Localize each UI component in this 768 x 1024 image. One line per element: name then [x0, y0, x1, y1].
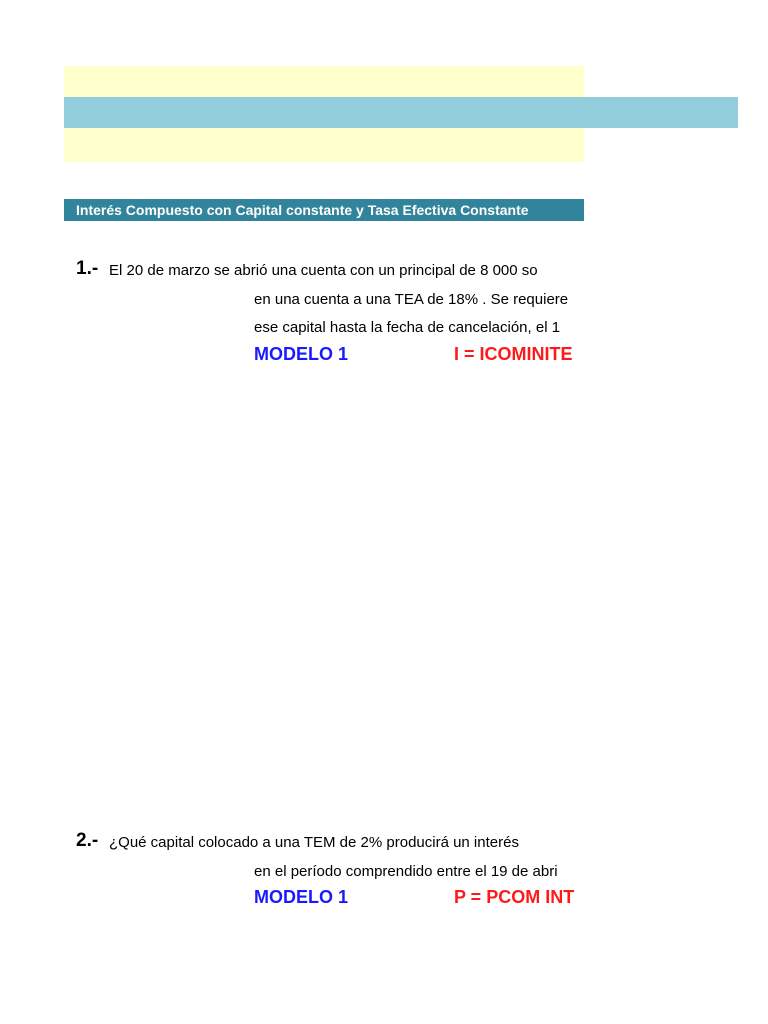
problem-1-line-2: en una cuenta a una TEA de 18% . Se requiere: [254, 291, 569, 308]
problem-1-number: 1.-: [76, 258, 99, 279]
problem-1-line-3: ese capital hasta la fecha de cancelación, el 1: [254, 319, 561, 336]
header-band-blue: [64, 97, 738, 128]
header-band-bottom: [64, 128, 584, 162]
problem-2-model-label: MODELO 1: [254, 887, 349, 907]
problem-2-formula: P = PCOM INT: [454, 887, 575, 907]
header-band-top: [64, 66, 584, 97]
problem-2-line-2: en el período comprendido entre el 19 de abri: [254, 863, 558, 880]
section-title-bar: [64, 199, 584, 221]
problem-2-line-1: ¿Qué capital colocado a una TEM de 2% producirá un interés: [109, 834, 519, 851]
section-title: Interés Compuesto con Capital constante y Tasa Efectiva Constante: [76, 202, 529, 218]
problem-1-model-label: MODELO 1: [254, 344, 349, 364]
problem-2-number: 2.-: [76, 830, 99, 851]
problem-1-line-1: El 20 de marzo se abrió una cuenta con un principal de 8 000 so: [109, 262, 538, 279]
problem-1-formula: I = ICOMINITE: [454, 344, 573, 364]
